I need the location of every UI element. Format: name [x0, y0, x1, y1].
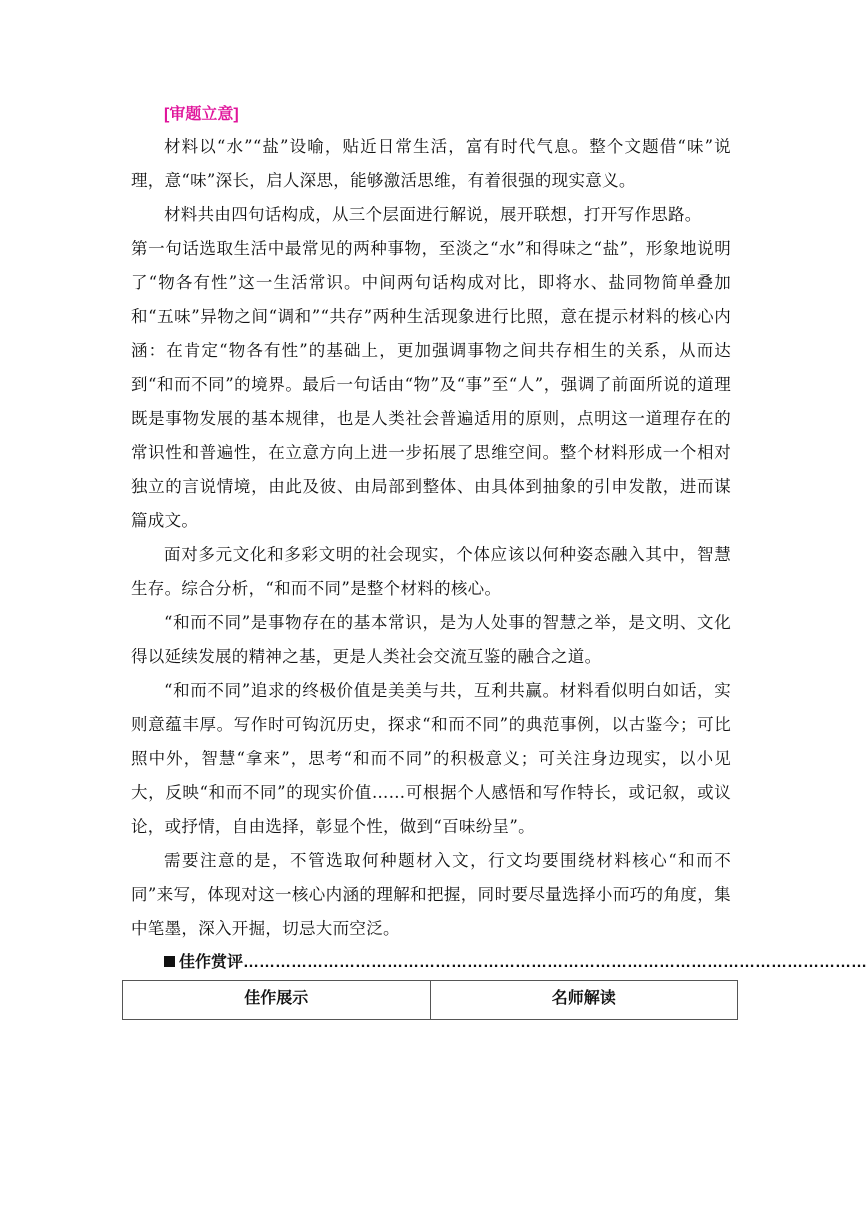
paragraph-2: 材料共由四句话构成，从三个层面进行解说，展开联想，打开写作思路。 — [164, 205, 702, 224]
paragraph-4: 面对多元文化和多彩文明的社会现实，个体应该以何种姿态融入其中，智慧生存。综合分析，“和而不同”是整个材料的核心。 — [131, 545, 731, 598]
section-tag-title: [审题立意] — [164, 106, 239, 123]
evaluation-table — [122, 980, 738, 1020]
black-square-icon — [164, 956, 175, 967]
section-header-evaluation — [164, 948, 867, 978]
table-header-cell: 名师解读 — [430, 981, 738, 1020]
paragraph-7: 需要注意的是，不管选取何种题材入文，行文均要围绕材料核心“和而不同”来写，体现对这一核心内涵的理解和把握，同时要尽量选择小而巧的角度，集中笔墨，深入开掘，切忌大而空泛。 — [131, 851, 731, 938]
document-body — [131, 100, 867, 978]
paragraph-1: 材料以“水”“盐”设喻，贴近日常生活，富有时代气息。整个文题借“味”说理，意“味”深长，启人深思，能够激活思维，有着很强的现实意义。 — [131, 137, 731, 190]
section-label: 佳作赏评 — [179, 954, 244, 971]
table-header-row — [123, 981, 738, 1020]
paragraph-5: “和而不同”是事物存在的基本常识，是为人处事的智慧之举，是文明、文化得以延续发展的精神之基，更是人类社会交流互鉴的融合之道。 — [131, 613, 731, 666]
table-header-cell: 佳作展示 — [123, 981, 431, 1020]
dot-leader: ……………………………………………………………………………………………………… — [243, 954, 867, 971]
paragraph-6: “和而不同”追求的终极价值是美美与共，互利共赢。材料看似明白如话，实则意蕴丰厚。写作时可钩沉历史，探求“和而不同”的典范事例，以古鉴今；可比照中外，智慧“拿来”，思考“和而不同”的积极意义；可关注身边现实，以小见大，反映“和而不同”的现实价值……可根据个人感悟和写作特长，或记叙，或议论，或抒情，自由选择，彰显个性，做到“百味纷呈”。 — [131, 681, 731, 836]
paragraph-3: 第一句话选取生活中最常见的两种事物，至淡之“水”和得味之“盐”，形象地说明了“物各有性”这一生活常识。中间两句话构成对比，即将水、盐同物简单叠加和“五味”异物之间“调和”“共存”两种生活现象进行比照，意在提示材料的核心内涵：在肯定“物各有性”的基础上，更加强调事物之间共存相生的关系，从而达到“和而不同”的境界。最后一句话由“物”及“事”至“人”，强调了前面所说的道理既是事物发展的基本规律，也是人类社会普遍适用的原则，点明这一道理存在的常识性和普遍性，在立意方向上进一步拓展了思维空间。整个材料形成一个相对独立的言说情境，由此及彼、由局部到整体、由具体到抽象的引申发散，进而谋篇成文。 — [131, 239, 731, 530]
